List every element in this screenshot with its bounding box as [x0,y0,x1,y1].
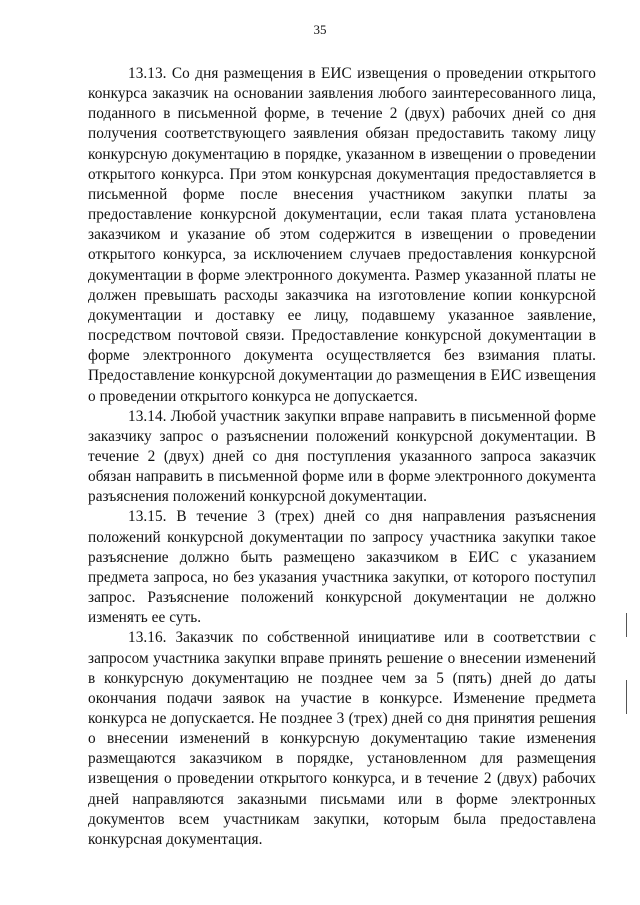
scan-edge-mark [626,613,627,637]
paragraph-13-14: 13.14. Любой участник закупки вправе направить в письменной форме заказчику запрос о разъяснении положений конкурсной документации. В течение 2 (двух) дней со дня поступления указанного запроса заказчик обязан направить в письменной форме или в форме электронного документа разъяснения положений конкурсной документации. [88,407,596,506]
paragraph-13-15: 13.15. В течение 3 (трех) дней со дня направления разъяснения положений конкурсной документации по запросу участника закупки такое разъяснение должно быть размещено заказчиком в ЕИС с указанием предмета запроса, но без указания участника закупки, от которого поступил запрос. Разъяснение положений конкурсной документации не должно изменять ее суть. [88,508,596,627]
document-body [88,64,596,850]
paragraph-13-16: 13.16. Заказчик по собственной инициативе или в соответствии с запросом участника закупки вправе принять решение о внесении изменений в конкурсную документацию не позднее чем за 5 (пять) дней до даты окончания подачи заявок на участие в конкурсе. Изменение предмета конкурса не допускается. Не позднее 3 (трех) дней со дня принятия решения о внесении изменений в конкурсную документацию такие изменения размещаются заказчиком в порядке, установленном для размещения извещения о проведении открытого конкурса, и в течение 2 (двух) рабочих дней направляются заказными письмами или в форме электронных документов всем участникам закупки, которым была предоставлена конкурсная документация. [88,629,596,848]
page-number: 35 [313,22,327,37]
scan-edge-mark [626,680,627,714]
paragraph-13-13: 13.13. Со дня размещения в ЕИС извещения о проведении открытого конкурса заказчик на основании заявления любого заинтересованного лица, поданного в письменной форме, в течение 2 (двух) рабочих дней со дня получения соответствующего заявления обязан предоставить такому лицу конкурсную документацию в порядке, указанном в извещении о проведении открытого конкурса. При этом конкурсная документация предоставляется в письменной форме после внесения участником закупки платы за предоставление конкурсной документации, если такая плата установлена заказчиком и указание об этом содержится в извещении о проведении открытого конкурса, за исключением случаев предоставления конкурсной документации в форме электронного документа. Размер указанной платы не должен превышать расходы заказчика на изготовление копии конкурсной документации и доставку ее лицу, подавшему указанное заявление, посредством почтовой связи. Предоставление конкурсной документации в форме электронного документа осуществляется без взимания платы. Предоставление конкурсной документации до размещения в ЕИС извещения о проведении открытого конкурса не допускается. [88,65,596,405]
